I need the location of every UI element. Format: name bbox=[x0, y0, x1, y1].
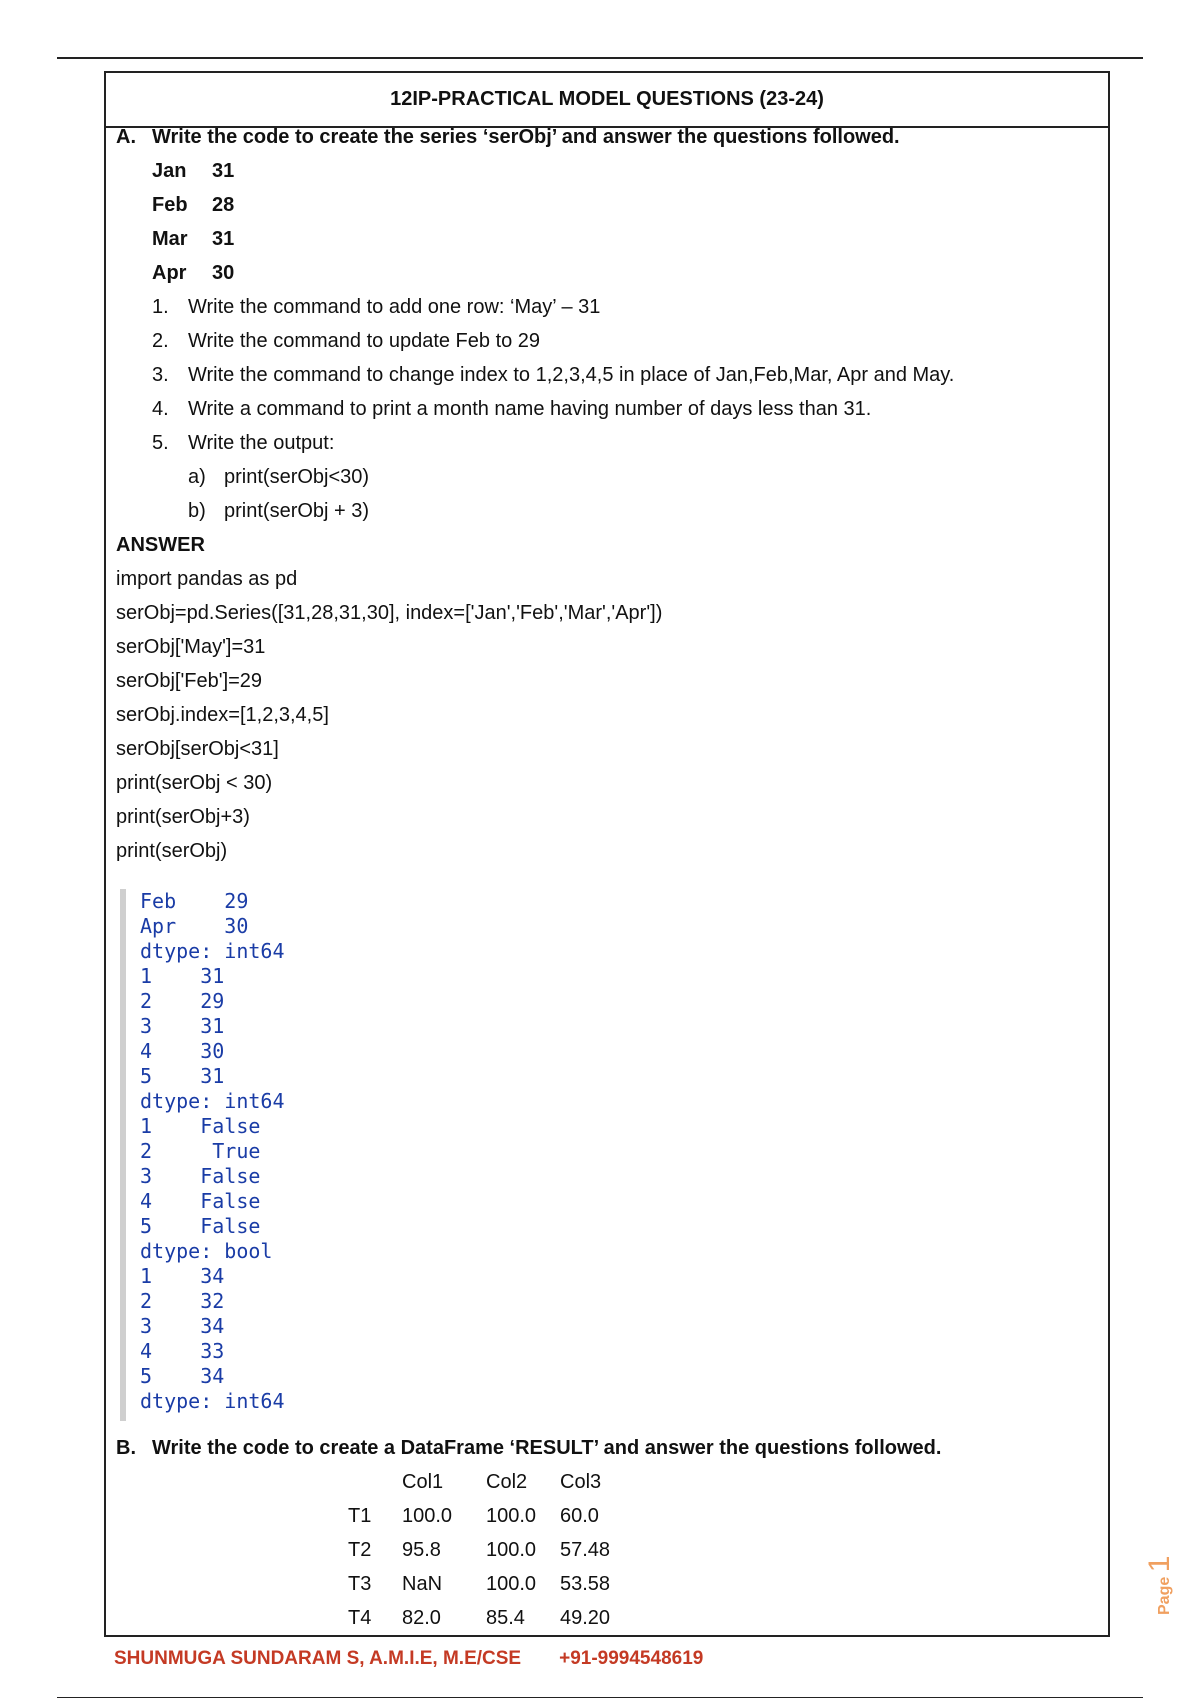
question-number: 1. bbox=[152, 296, 169, 318]
question-text: Write the output: bbox=[188, 432, 335, 454]
section-b-letter: B. bbox=[116, 1437, 136, 1459]
footer bbox=[114, 1648, 703, 1670]
output-line: dtype: int64 bbox=[140, 939, 285, 963]
code-line: import pandas as pd bbox=[116, 568, 298, 590]
series-value: 28 bbox=[212, 194, 235, 216]
output-line: 1 False bbox=[140, 1114, 261, 1138]
row-index: T1 bbox=[348, 1505, 372, 1527]
output-line: 1 34 bbox=[140, 1264, 225, 1288]
output-line: dtype: int64 bbox=[140, 1389, 285, 1413]
row-index: T3 bbox=[348, 1573, 372, 1595]
code-line: serObj['May']=31 bbox=[116, 636, 266, 658]
table-cell: 85.4 bbox=[486, 1607, 525, 1629]
question-text: Write the command to change index to 1,2,3,4,5 in place of Jan,Feb,Mar, Apr and May. bbox=[188, 364, 955, 386]
page-label: Page bbox=[1156, 1576, 1173, 1615]
series-label: Feb bbox=[152, 194, 188, 216]
top-rule bbox=[57, 57, 1143, 59]
output-line: Apr 30 bbox=[140, 914, 249, 938]
output-line: dtype: bool bbox=[140, 1239, 273, 1263]
section-a-heading: Write the code to create the series ‘serObj’ and answer the questions followed. bbox=[152, 126, 900, 148]
series-label: Apr bbox=[152, 262, 187, 284]
code-line: print(serObj < 30) bbox=[116, 772, 273, 794]
code-line: serObj.index=[1,2,3,4,5] bbox=[116, 704, 329, 726]
output-line: 2 32 bbox=[140, 1289, 225, 1313]
code-line: print(serObj) bbox=[116, 840, 228, 862]
page-number: 1 bbox=[1143, 1555, 1176, 1573]
footer-phone: +91-9994548619 bbox=[559, 1648, 704, 1669]
subquestion-letter: a) bbox=[188, 466, 206, 488]
output-line: 4 30 bbox=[140, 1039, 225, 1063]
series-value: 31 bbox=[212, 160, 235, 182]
subquestion-text: print(serObj + 3) bbox=[224, 500, 370, 522]
question-frame bbox=[104, 71, 1110, 1637]
table-cell: 57.48 bbox=[560, 1539, 611, 1561]
column-header: Col2 bbox=[486, 1471, 528, 1493]
output-line: dtype: int64 bbox=[140, 1089, 285, 1113]
subquestion-letter: b) bbox=[188, 500, 206, 522]
question-text: Write the command to add one row: ‘May’ – 31 bbox=[188, 296, 601, 318]
subquestion-text: print(serObj<30) bbox=[224, 466, 370, 488]
output-line: 3 False bbox=[140, 1164, 261, 1188]
column-header: Col1 bbox=[402, 1471, 444, 1493]
question-number: 3. bbox=[152, 364, 169, 386]
console-output bbox=[120, 889, 296, 1421]
table-cell: 95.8 bbox=[402, 1539, 441, 1561]
output-line: 2 29 bbox=[140, 989, 225, 1013]
output-line: 1 31 bbox=[140, 964, 225, 988]
question-number: 5. bbox=[152, 432, 169, 454]
bottom-rule bbox=[57, 1697, 1143, 1698]
output-line: 4 False bbox=[140, 1189, 261, 1213]
output-line: 3 34 bbox=[140, 1314, 225, 1338]
page-number-mark bbox=[1143, 1556, 1177, 1615]
page-title: 12IP-PRACTICAL MODEL QUESTIONS (23-24) bbox=[106, 73, 1108, 128]
output-line: 3 31 bbox=[140, 1014, 225, 1038]
output-line: 5 34 bbox=[140, 1364, 225, 1388]
output-line: Feb 29 bbox=[140, 889, 249, 913]
code-line: serObj[serObj<31] bbox=[116, 738, 279, 760]
table-cell: 49.20 bbox=[560, 1607, 611, 1629]
table-cell: 100.0 bbox=[486, 1505, 537, 1527]
answer-label: ANSWER bbox=[116, 534, 205, 556]
table-cell: 100.0 bbox=[402, 1505, 453, 1527]
code-line: serObj['Feb']=29 bbox=[116, 670, 263, 692]
column-header: Col3 bbox=[560, 1471, 602, 1493]
table-cell: 100.0 bbox=[486, 1573, 537, 1595]
series-value: 30 bbox=[212, 262, 235, 284]
code-line: print(serObj+3) bbox=[116, 806, 250, 828]
row-index: T4 bbox=[348, 1607, 372, 1629]
output-line: 2 True bbox=[140, 1139, 261, 1163]
section-a-letter: A. bbox=[116, 126, 136, 148]
table-cell: 60.0 bbox=[560, 1505, 599, 1527]
table-cell: NaN bbox=[402, 1573, 443, 1595]
output-line: 4 33 bbox=[140, 1339, 225, 1363]
output-line: 5 False bbox=[140, 1214, 261, 1238]
table-cell: 53.58 bbox=[560, 1573, 611, 1595]
question-number: 2. bbox=[152, 330, 169, 352]
question-text: Write a command to print a month name having number of days less than 31. bbox=[188, 398, 872, 420]
section-b-heading: Write the code to create a DataFrame ‘RESULT’ and answer the questions followed. bbox=[152, 1437, 942, 1459]
output-line: 5 31 bbox=[140, 1064, 225, 1088]
code-line: serObj=pd.Series([31,28,31,30], index=['Jan','Feb','Mar','Apr']) bbox=[116, 602, 663, 624]
question-text: Write the command to update Feb to 29 bbox=[188, 330, 541, 352]
table-cell: 82.0 bbox=[402, 1607, 441, 1629]
question-number: 4. bbox=[152, 398, 169, 420]
table-cell: 100.0 bbox=[486, 1539, 537, 1561]
footer-author: SHUNMUGA SUNDARAM S, A.M.I.E, M.E/CSE bbox=[114, 1648, 522, 1669]
series-value: 31 bbox=[212, 228, 235, 250]
series-label: Jan bbox=[152, 160, 187, 182]
series-label: Mar bbox=[152, 228, 188, 250]
row-index: T2 bbox=[348, 1539, 372, 1561]
